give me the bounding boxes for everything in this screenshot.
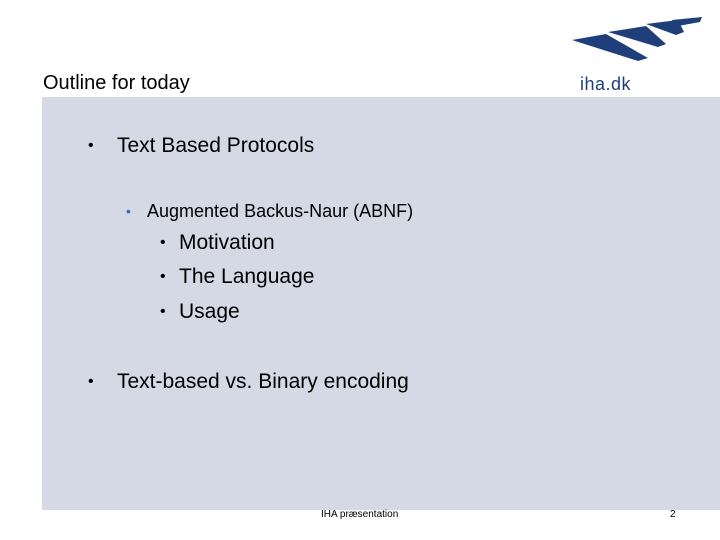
bullet-text: Usage — [179, 300, 240, 323]
bullet-text: Text Based Protocols — [117, 134, 315, 157]
bullet-text: Augmented Backus-Naur (ABNF) — [147, 201, 414, 221]
page-number: 2 — [670, 509, 676, 520]
iha-logo-text: iha.dk — [580, 74, 632, 94]
bullet-text: Text-based vs. Binary encoding — [117, 370, 409, 393]
bullet-dot-icon: • — [88, 137, 94, 154]
iha-logo — [560, 14, 710, 94]
footer-presentation-label: IHA præsentation — [321, 509, 399, 520]
iha-logo-swoosh-icon — [560, 14, 710, 74]
content-area — [42, 97, 720, 510]
bullet-dot-icon: • — [160, 234, 166, 251]
bullet-text: The Language — [179, 265, 315, 288]
bullet-dot-icon: • — [160, 268, 166, 285]
bullet-dot-icon: • — [88, 373, 94, 390]
slide-title: Outline for today — [43, 72, 190, 94]
bullet-text: Motivation — [179, 231, 275, 254]
bullet-dot-icon: • — [126, 203, 131, 219]
bullet-dot-icon: • — [160, 303, 166, 320]
